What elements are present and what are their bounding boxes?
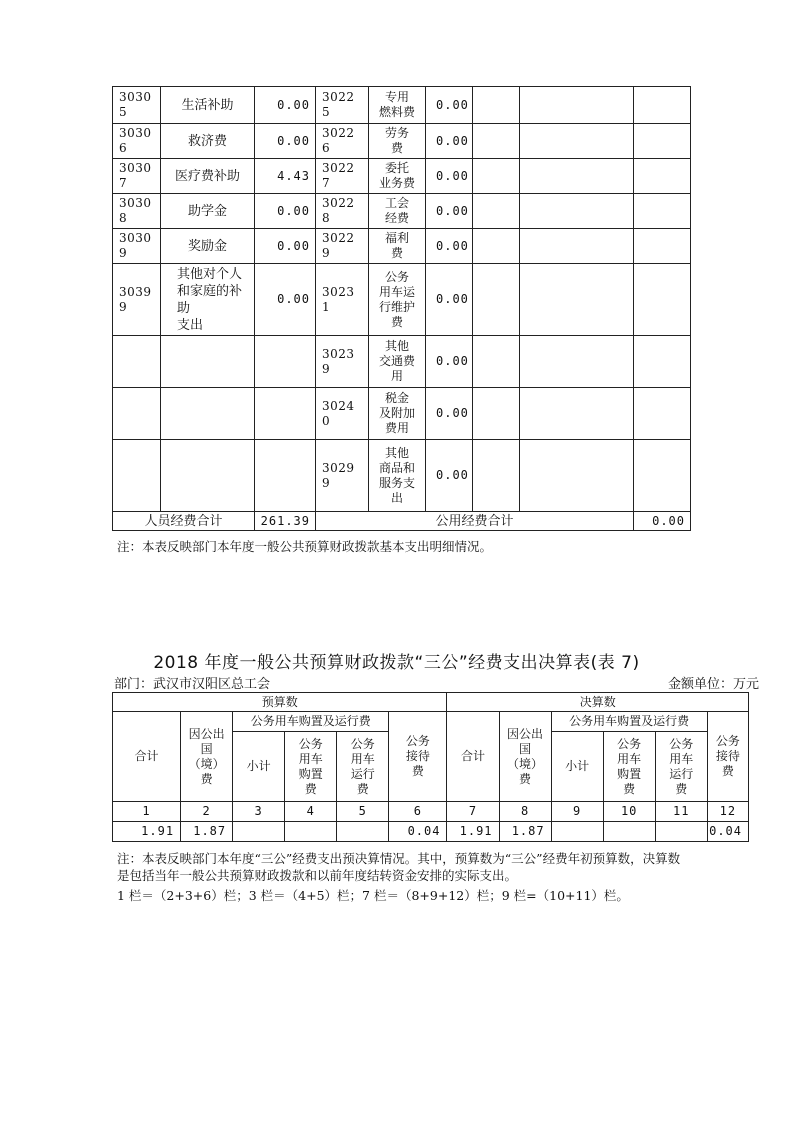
public-amount-cell: 0.00 [426,336,473,388]
personnel-total-value: 261.39 [255,512,316,531]
public-code-cell: 3022 9 [316,229,369,264]
table-row [113,124,691,159]
empty-cell [520,194,634,229]
public-name-cell: 其他 商品和 服务支 出 [369,440,426,512]
public-code-cell: 3024 0 [316,388,369,440]
empty-cell [473,440,520,512]
personnel-code-cell [113,440,161,512]
value-cell [337,822,389,842]
unit-label: 金额单位：万元 [667,677,759,692]
table-row [113,388,691,440]
empty-cell [473,229,520,264]
column-number-cell: 11 [655,802,707,822]
public-amount-cell: 0.00 [426,229,473,264]
public-name-cell: 工会 经费 [369,194,426,229]
personnel-name-cell: 救济费 [161,124,255,159]
empty-cell [634,440,691,512]
personnel-name-cell [161,336,255,388]
column-number-cell: 9 [551,802,603,822]
personnel-name-cell [161,388,255,440]
empty-cell [634,264,691,336]
final-vehicle-purchase-header: 公务 用车 购置 费 [603,732,655,802]
empty-cell [634,194,691,229]
personnel-code-cell: 3030 7 [113,159,161,194]
value-cell [655,822,707,842]
public-amount-cell: 0.00 [426,159,473,194]
public-code-cell: 3029 9 [316,440,369,512]
public-name-cell: 专用 燃料费 [369,87,426,124]
empty-cell [473,388,520,440]
public-amount-cell: 0.00 [426,264,473,336]
value-cell [603,822,655,842]
table-row [113,336,691,388]
empty-cell [634,229,691,264]
budget-reception-header: 公务 接待 费 [389,712,447,802]
value-cell [551,822,603,842]
empty-cell [520,388,634,440]
empty-cell [634,87,691,124]
public-amount-cell: 0.00 [426,124,473,159]
personnel-amount-cell [255,336,316,388]
column-number-cell: 3 [233,802,285,822]
public-total-label: 公用经费合计 [316,512,634,531]
personnel-name-cell: 奖励金 [161,229,255,264]
value-cell: 1.87 [181,822,233,842]
empty-cell [634,336,691,388]
empty-cell [520,159,634,194]
personnel-amount-cell [255,388,316,440]
public-name-cell: 福利 费 [369,229,426,264]
column-number-cell: 7 [447,802,499,822]
column-number-row [113,802,749,822]
column-number-cell: 5 [337,802,389,822]
empty-cell [520,336,634,388]
empty-cell [473,336,520,388]
table-row [113,159,691,194]
public-name-cell: 税金 及附加 费用 [369,388,426,440]
empty-cell [473,194,520,229]
value-cell: 1.87 [499,822,551,842]
empty-cell [520,124,634,159]
public-code-cell: 3022 8 [316,194,369,229]
table-row [113,194,691,229]
column-number-cell: 10 [603,802,655,822]
table-row [113,87,691,124]
empty-cell [473,87,520,124]
public-code-cell: 3022 7 [316,159,369,194]
empty-cell [520,264,634,336]
personnel-amount-cell: 0.00 [255,229,316,264]
total-row [113,512,691,531]
basic-expenditure-table [112,86,691,531]
public-amount-cell: 0.00 [426,194,473,229]
empty-cell [634,159,691,194]
empty-cell [634,124,691,159]
final-header: 决算数 [447,693,749,712]
column-number-cell: 8 [499,802,551,822]
empty-cell [520,229,634,264]
personnel-amount-cell [255,440,316,512]
public-code-cell: 3023 9 [316,336,369,388]
public-name-cell: 委托 业务费 [369,159,426,194]
department-label: 部门：武汉市汉阳区总工会 [114,677,271,692]
final-vehicle-operation-header: 公务 用车 运行 费 [655,732,707,802]
three-public-expenses-table [112,692,749,842]
table2-note-line2: 是包括当年一般公共预算财政拨款和以前年度结转资金安排的实际支出。 [117,868,518,883]
column-number-cell: 6 [389,802,447,822]
empty-cell [473,159,520,194]
public-total-value: 0.00 [634,512,691,531]
public-name-cell: 劳务 费 [369,124,426,159]
budget-header: 预算数 [113,693,447,712]
column-number-cell: 2 [181,802,233,822]
column-number-cell: 12 [707,802,748,822]
value-cell [285,822,337,842]
public-amount-cell: 0.00 [426,87,473,124]
value-cell: 1.91 [447,822,499,842]
personnel-amount-cell: 0.00 [255,194,316,229]
personnel-name-cell: 其他对个人 和家庭的补助 支出 [161,264,255,336]
value-row [113,822,749,842]
table1-note: 注：本表反映部门本年度一般公共预算财政拨款基本支出明细情况。 [117,539,493,554]
public-code-cell: 3022 6 [316,124,369,159]
personnel-code-cell: 3039 9 [113,264,161,336]
public-amount-cell: 0.00 [426,388,473,440]
value-cell: 0.04 [389,822,447,842]
personnel-code-cell: 3030 8 [113,194,161,229]
empty-cell [634,388,691,440]
budget-vehicle-operation-header: 公务 用车 运行 费 [337,732,389,802]
value-cell [233,822,285,842]
page-title: 2018 年度一般公共预算财政拨款“三公”经费支出决算表(表 7) [153,653,640,673]
public-name-cell: 其他 交通费 用 [369,336,426,388]
personnel-code-cell: 3030 9 [113,229,161,264]
table2-note-line3: 1 栏＝（2+3+6）栏；3 栏＝（4+5）栏；7 栏＝（8+9+12）栏；9 栏=（10+11）栏。 [117,888,629,903]
table2-note-line1: 注：本表反映部门本年度“三公”经费支出预决算情况。其中，预算数为“三公”经费年初预算数，决算数 [117,851,681,866]
table-row [113,264,691,336]
public-code-cell: 3023 1 [316,264,369,336]
public-code-cell: 3022 5 [316,87,369,124]
personnel-code-cell: 3030 5 [113,87,161,124]
personnel-name-cell: 医疗费补助 [161,159,255,194]
column-number-cell: 4 [285,802,337,822]
budget-vehicle-purchase-header: 公务 用车 购置 费 [285,732,337,802]
column-number-cell: 1 [113,802,181,822]
personnel-code-cell [113,388,161,440]
final-vehicle-header: 公务用车购置及运行费 [551,712,707,732]
empty-cell [520,440,634,512]
personnel-amount-cell: 0.00 [255,264,316,336]
public-name-cell: 公务 用车运 行维护 费 [369,264,426,336]
final-total-header: 合计 [447,712,499,802]
public-amount-cell: 0.00 [426,440,473,512]
personnel-code-cell [113,336,161,388]
value-cell: 0.04 [707,822,748,842]
budget-vehicle-header: 公务用车购置及运行费 [233,712,389,732]
personnel-amount-cell: 0.00 [255,87,316,124]
personnel-amount-cell: 0.00 [255,124,316,159]
empty-cell [473,264,520,336]
personnel-code-cell: 3030 6 [113,124,161,159]
personnel-name-cell: 助学金 [161,194,255,229]
final-abroad-header: 因公出 国 （境） 费 [499,712,551,802]
personnel-amount-cell: 4.43 [255,159,316,194]
empty-cell [520,87,634,124]
final-reception-header: 公务 接待 费 [707,712,748,802]
empty-cell [473,124,520,159]
personnel-total-label: 人员经费合计 [113,512,255,531]
table-row [113,229,691,264]
table-row [113,440,691,512]
budget-total-header: 合计 [113,712,181,802]
personnel-name-cell [161,440,255,512]
budget-subtotal-header: 小计 [233,732,285,802]
budget-abroad-header: 因公出 国 （境） 费 [181,712,233,802]
value-cell: 1.91 [113,822,181,842]
personnel-name-cell: 生活补助 [161,87,255,124]
final-subtotal-header: 小计 [551,732,603,802]
